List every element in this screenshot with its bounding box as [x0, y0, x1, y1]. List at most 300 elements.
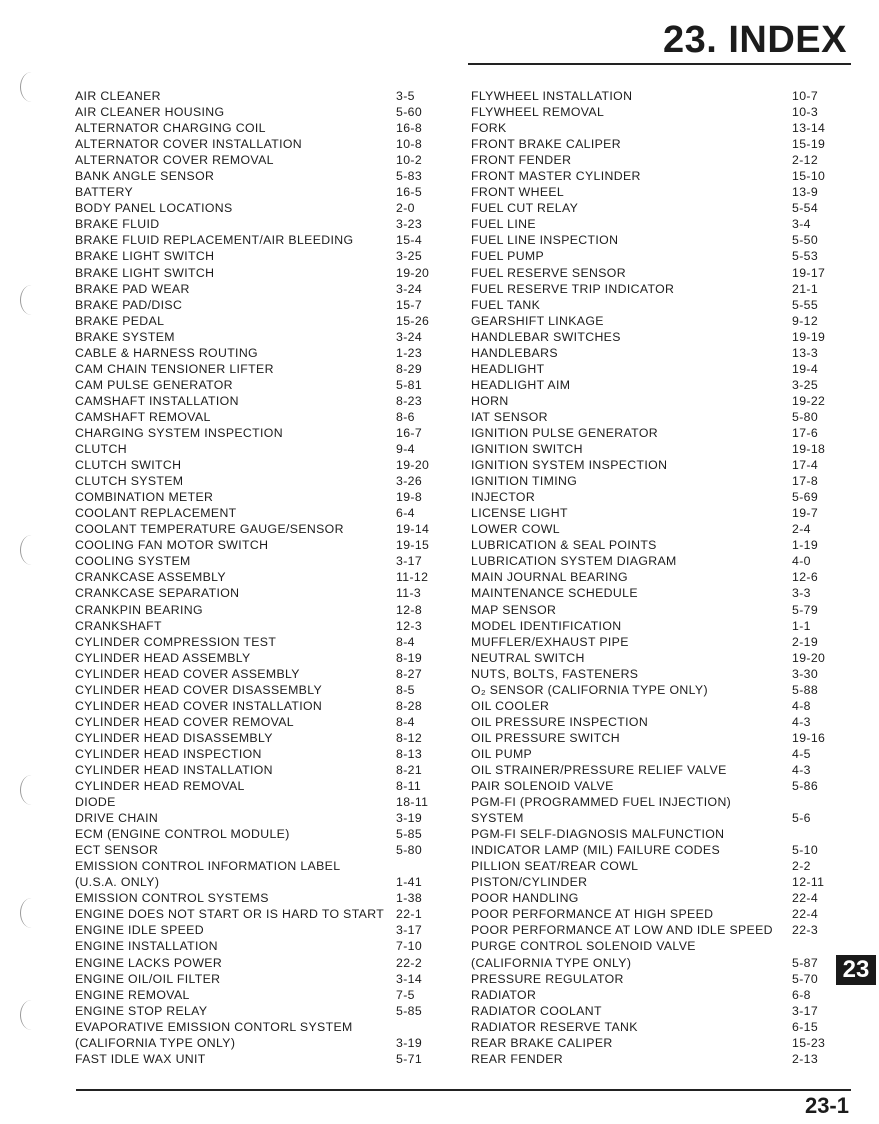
index-entry-label: MAINTENANCE SCHEDULE: [471, 586, 638, 601]
index-entry: [75, 345, 427, 361]
index-entry-page: 3-25: [792, 377, 819, 392]
index-entry-label: BRAKE FLUID REPLACEMENT/AIR BLEEDING: [75, 233, 354, 248]
index-entry: [471, 248, 819, 264]
index-entry-page: 3-19: [396, 1035, 423, 1050]
index-entry-label: INJECTOR: [471, 490, 536, 505]
index-entry-label: ENGINE REMOVAL: [75, 987, 190, 1002]
index-entry: [75, 537, 430, 553]
index-entry-page: 1-23: [396, 345, 423, 360]
index-entry-label: HANDLEBAR SWITCHES: [471, 329, 621, 344]
index-entry-label: BATTERY: [75, 185, 134, 200]
index-entry-label: ENGINE DOES NOT START OR IS HARD TO START: [75, 907, 385, 922]
index-entry: [471, 1051, 819, 1067]
index-entry: [471, 473, 819, 489]
index-entry: [75, 634, 427, 650]
index-entry-label: PAIR SOLENOID VALVE: [471, 779, 614, 794]
index-entry-page: 1-19: [792, 538, 819, 553]
page-number: 23-1: [804, 1093, 849, 1118]
index-entry-label: IGNITION PULSE GENERATOR: [471, 425, 658, 440]
index-entry-page: 19-15: [396, 538, 430, 553]
index-entry: [471, 120, 826, 136]
index-entry-label: DRIVE CHAIN: [75, 811, 159, 826]
section-tab-badge: 23: [836, 955, 876, 985]
index-entry: [75, 1003, 427, 1019]
index-entry-label: PRESSURE REGULATOR: [471, 971, 624, 986]
index-entry-page: 8-23: [396, 393, 423, 408]
index-entry-page: 22-2: [396, 955, 423, 970]
index-entry-label: CYLINDER HEAD COVER ASSEMBLY: [75, 666, 300, 681]
index-entry: [471, 88, 819, 104]
index-entry-label: RADIATOR COOLANT: [471, 1003, 602, 1018]
index-entry-label: PGM-FI SELF-DIAGNOSIS MALFUNCTION: [471, 827, 725, 842]
index-entry: [471, 778, 819, 794]
index-entry: [75, 714, 427, 730]
binder-hole-mark: [20, 1000, 43, 1030]
index-entry-page: 15-23: [792, 1035, 826, 1050]
index-entry-page: 12-3: [396, 618, 423, 633]
index-entry-page: 13-14: [792, 121, 826, 136]
index-entry: [471, 216, 811, 232]
index-entry: [471, 714, 811, 730]
index-entry: [75, 778, 427, 794]
index-entry: [75, 457, 430, 473]
index-entry-page: 3-26: [396, 474, 423, 489]
index-entry-page: 19-16: [792, 730, 826, 745]
index-entry: [75, 329, 427, 345]
index-entry: [75, 698, 427, 714]
index-entry-label: FLYWHEEL REMOVAL: [471, 105, 605, 120]
index-entry-label: CYLINDER HEAD REMOVAL: [75, 779, 245, 794]
index-entry-page: 1-41: [396, 875, 423, 890]
index-entry: [75, 200, 427, 216]
index-entry: [75, 746, 427, 762]
index-entry-label: IAT SENSOR: [471, 409, 548, 424]
index-entry-page: 12-11: [792, 875, 825, 890]
binder-hole-mark: [20, 72, 43, 102]
index-entry-page: 3-24: [396, 281, 423, 296]
index-entry-page: 8-4: [396, 714, 415, 729]
index-entry-page: 19-7: [792, 506, 819, 521]
index-entry: [471, 874, 825, 890]
index-entry-label: (CALIFORNIA TYPE ONLY): [75, 1035, 236, 1050]
index-entry: [471, 104, 819, 120]
index-entry: [75, 922, 427, 938]
footer-divider: [76, 1089, 851, 1091]
index-entry-label: BODY PANEL LOCATIONS: [75, 201, 233, 216]
index-entry: [471, 634, 819, 650]
index-entry-page: 19-20: [396, 265, 430, 280]
index-entry-label: IGNITION SYSTEM INSPECTION: [471, 458, 668, 473]
index-entry: [471, 297, 819, 313]
index-entry-label: MODEL IDENTIFICATION: [471, 618, 622, 633]
index-entry-page: 5-70: [792, 971, 819, 986]
index-entry: [75, 393, 427, 409]
index-entry-page: 7-10: [396, 939, 423, 954]
index-entry-page: 5-81: [396, 377, 423, 392]
index-entry: [471, 1019, 819, 1035]
index-entry-page: 10-3: [792, 105, 819, 120]
index-entry-label: FUEL LINE: [471, 217, 536, 232]
index-entry-page: 6-15: [792, 1019, 819, 1034]
index-entry-page: 3-19: [396, 811, 423, 826]
index-entry-page: 8-13: [396, 746, 423, 761]
index-entry-page: 8-21: [396, 762, 423, 777]
index-entry: [471, 762, 811, 778]
index-entry-label: FUEL PUMP: [471, 249, 545, 264]
index-entry-page: 17-6: [792, 425, 819, 440]
index-entry-page: 2-13: [792, 1051, 819, 1066]
index-entry-page: 2-4: [792, 522, 811, 537]
index-entry-page: 2-0: [396, 201, 415, 216]
index-entry-label: MAP SENSOR: [471, 602, 557, 617]
index-entry-page: 19-14: [396, 522, 430, 537]
index-entry-page: 1-1: [792, 618, 811, 633]
index-entry: [75, 136, 427, 152]
index-entry-label: LUBRICATION & SEAL POINTS: [471, 538, 657, 553]
index-entry-label: BRAKE PEDAL: [75, 313, 165, 328]
index-entry: [471, 345, 819, 361]
index-entry-page: 3-17: [396, 554, 423, 569]
index-entry-label: EMISSION CONTROL INFORMATION LABEL: [75, 859, 341, 874]
index-entry: [75, 216, 427, 232]
index-entry-label: PILLION SEAT/REAR COWL: [471, 859, 639, 874]
index-entry: [75, 602, 427, 618]
index-entry: [75, 906, 427, 922]
index-entry-page: 5-80: [396, 843, 423, 858]
index-entry: [75, 955, 427, 971]
index-entry-label: ENGINE STOP RELAY: [75, 1003, 208, 1018]
index-entry-label: CRANKPIN BEARING: [75, 602, 203, 617]
index-entry-page: 15-19: [792, 137, 826, 152]
index-entry-page: 19-17: [792, 265, 826, 280]
index-entry: [75, 971, 427, 987]
index-entry: [471, 232, 819, 248]
index-entry-label: PGM-FI (PROGRAMMED FUEL INJECTION): [471, 795, 732, 810]
index-entry-page: 5-10: [792, 843, 819, 858]
index-entry-label: INDICATOR LAMP (MIL) FAILURE CODES: [471, 843, 720, 858]
index-entry-page: 3-30: [792, 666, 819, 681]
index-entry-page: 15-7: [396, 297, 423, 312]
index-entry: [471, 569, 819, 585]
index-entry-page: 4-8: [792, 698, 811, 713]
index-entry-page: 5-54: [792, 201, 819, 216]
index-entry-page: 3-4: [792, 217, 811, 232]
index-entry: [75, 890, 427, 906]
index-entry: [471, 585, 811, 601]
index-entry: [471, 152, 819, 168]
index-entry-label: ENGINE IDLE SPEED: [75, 923, 204, 938]
index-entry-label: HEADLIGHT: [471, 361, 545, 376]
index-entry-page: 8-5: [396, 682, 415, 697]
index-entry: [471, 698, 811, 714]
index-entry-label: CAMSHAFT INSTALLATION: [75, 393, 239, 408]
index-entry-page: 8-28: [396, 698, 423, 713]
index-entry: [471, 842, 819, 858]
index-entry-page: 13-3: [792, 345, 819, 360]
index-entry-label: CYLINDER HEAD ASSEMBLY: [75, 650, 251, 665]
index-entry: [75, 281, 427, 297]
index-entry-label: OIL STRAINER/PRESSURE RELIEF VALVE: [471, 762, 727, 777]
index-entry: [75, 553, 427, 569]
index-entry-label: SYSTEM: [471, 811, 524, 826]
index-entry-page: 4-0: [792, 554, 811, 569]
index-entry-label: ENGINE LACKS POWER: [75, 955, 223, 970]
index-entry: [471, 890, 819, 906]
index-entry-label: CAMSHAFT REMOVAL: [75, 409, 211, 424]
index-entry-label: FAST IDLE WAX UNIT: [75, 1051, 206, 1066]
index-entry-page: 15-26: [396, 313, 430, 328]
index-entry: [75, 1051, 427, 1067]
index-entry: [471, 200, 819, 216]
index-entry: [471, 168, 826, 184]
index-entry-label: ALTERNATOR COVER INSTALLATION: [75, 137, 302, 152]
index-entry: [75, 762, 427, 778]
index-entry-page: 8-29: [396, 361, 423, 376]
index-entry: [471, 810, 811, 826]
index-entry-label: OIL PRESSURE INSPECTION: [471, 714, 649, 729]
index-entry-label: CLUTCH SYSTEM: [75, 474, 184, 489]
index-entry-label: NEUTRAL SWITCH: [471, 650, 585, 665]
index-column-right: [471, 88, 826, 1067]
index-entry: [75, 505, 427, 521]
index-entry-label: CABLE & HARNESS ROUTING: [75, 345, 258, 360]
binder-hole-mark: [20, 898, 43, 928]
index-entry: [75, 826, 427, 842]
index-entry-label: IGNITION SWITCH: [471, 442, 583, 457]
index-entry-label: COOLING FAN MOTOR SWITCH: [75, 538, 269, 553]
index-entry-page: 3-17: [396, 923, 423, 938]
index-entry-label: LOWER COWL: [471, 522, 560, 537]
index-entry-label: PISTON/CYLINDER: [471, 875, 588, 890]
index-entry-page: 3-3: [792, 586, 811, 601]
index-entry-page: 5-60: [396, 105, 423, 120]
index-entry: [75, 1019, 427, 1035]
index-entry: [75, 682, 427, 698]
index-entry-page: 5-88: [792, 682, 819, 697]
index-entry-page: 17-8: [792, 474, 819, 489]
index-entry-label: FRONT MASTER CYLINDER: [471, 169, 641, 184]
index-entry-label: MUFFLER/EXHAUST PIPE: [471, 634, 629, 649]
index-entry-page: 5-50: [792, 233, 819, 248]
index-entry-page: 16-8: [396, 121, 423, 136]
index-entry-label: CYLINDER COMPRESSION TEST: [75, 634, 277, 649]
index-entry-label: REAR FENDER: [471, 1051, 563, 1066]
index-entry-label: ENGINE OIL/OIL FILTER: [75, 971, 221, 986]
index-entry-label: COOLANT REPLACEMENT: [75, 506, 237, 521]
index-entry: [471, 136, 826, 152]
index-entry-label: POOR HANDLING: [471, 891, 579, 906]
index-entry: [471, 730, 826, 746]
index-entry-label: FUEL RESERVE TRIP INDICATOR: [471, 281, 675, 296]
index-entry: [471, 313, 819, 329]
index-entry-page: 4-3: [792, 714, 811, 729]
index-entry: [471, 746, 811, 762]
index-entry-page: 22-4: [792, 891, 819, 906]
index-entry-page: 5-85: [396, 827, 423, 842]
index-entry-label: REAR BRAKE CALIPER: [471, 1035, 613, 1050]
index-entry: [471, 650, 826, 666]
index-entry: [75, 489, 427, 505]
index-entry: [471, 826, 811, 842]
index-entry-page: 5-85: [396, 1003, 423, 1018]
index-entry: [75, 184, 427, 200]
index-entry-page: 2-2: [792, 859, 811, 874]
index-entry-page: 7-5: [396, 987, 415, 1002]
index-entry-label: RADIATOR RESERVE TANK: [471, 1019, 638, 1034]
index-entry: [471, 329, 826, 345]
index-entry-label: ECM (ENGINE CONTROL MODULE): [75, 827, 290, 842]
index-entry: [471, 938, 811, 954]
index-entry: [471, 377, 819, 393]
index-entry: [75, 618, 427, 634]
index-entry-label: BRAKE SYSTEM: [75, 329, 175, 344]
index-entry-page: 16-7: [396, 425, 423, 440]
index-entry: [471, 906, 819, 922]
index-entry-label: O₂ SENSOR (CALIFORNIA TYPE ONLY): [471, 682, 708, 697]
index-entry-label: ALTERNATOR CHARGING COIL: [75, 121, 266, 136]
index-entry-label: CLUTCH: [75, 442, 127, 457]
index-entry: [75, 730, 427, 746]
index-entry-label: CRANKCASE SEPARATION: [75, 586, 240, 601]
index-entry-label: CYLINDER HEAD INSTALLATION: [75, 762, 273, 777]
index-entry-page: 15-10: [792, 169, 826, 184]
index-entry-page: 5-87: [792, 955, 819, 970]
index-entry: [75, 441, 427, 457]
index-entry-page: 9-4: [396, 442, 415, 457]
index-entry-label: NUTS, BOLTS, FASTENERS: [471, 666, 639, 681]
index-entry: [75, 168, 427, 184]
index-entry-page: 18-11: [396, 795, 429, 810]
index-entry: [75, 794, 427, 810]
index-entry-page: 19-8: [396, 490, 423, 505]
index-entry-page: 5-69: [792, 490, 819, 505]
index-entry-page: 8-11: [396, 779, 422, 794]
index-entry: [75, 1035, 427, 1051]
index-entry-label: CHARGING SYSTEM INSPECTION: [75, 425, 283, 440]
index-entry: [75, 650, 427, 666]
index-entry: [471, 971, 819, 987]
index-entry: [75, 810, 427, 826]
index-entry-page: 19-4: [792, 361, 819, 376]
index-entry-label: HORN: [471, 393, 509, 408]
index-entry-label: LICENSE LIGHT: [471, 506, 568, 521]
index-entry-label: ALTERNATOR COVER REMOVAL: [75, 153, 274, 168]
index-entry-page: 19-19: [792, 329, 826, 344]
index-entry-page: 10-2: [396, 153, 423, 168]
index-entry-label: CAM CHAIN TENSIONER LIFTER: [75, 361, 274, 376]
index-entry: [471, 955, 819, 971]
index-entry-page: 2-19: [792, 634, 819, 649]
index-entry: [75, 248, 427, 264]
index-entry-page: 5-71: [396, 1051, 423, 1066]
index-entry-page: 3-17: [792, 1003, 819, 1018]
index-entry-label: FRONT BRAKE CALIPER: [471, 137, 621, 152]
index-entry: [75, 842, 427, 858]
index-entry-label: POOR PERFORMANCE AT HIGH SPEED: [471, 907, 714, 922]
index-entry-page: 5-83: [396, 169, 423, 184]
index-entry: [471, 553, 811, 569]
binder-hole-mark: [20, 775, 43, 805]
index-entry: [75, 232, 427, 248]
index-entry-page: 19-20: [792, 650, 826, 665]
index-entry-label: BRAKE PAD WEAR: [75, 281, 190, 296]
index-entry: [471, 1003, 819, 1019]
index-entry-label: AIR CLEANER HOUSING: [75, 105, 225, 120]
index-entry: [471, 409, 819, 425]
index-entry-label: MAIN JOURNAL BEARING: [471, 570, 628, 585]
index-entry-label: RADIATOR: [471, 987, 537, 1002]
index-entry-page: 12-8: [396, 602, 423, 617]
index-entry-page: 13-9: [792, 185, 819, 200]
index-entry-label: CAM PULSE GENERATOR: [75, 377, 233, 392]
index-entry-page: 9-12: [792, 313, 819, 328]
index-entry-label: FUEL RESERVE SENSOR: [471, 265, 626, 280]
index-entry: [471, 281, 819, 297]
index-entry-label: BRAKE PAD/DISC: [75, 297, 183, 312]
binder-hole-mark: [20, 285, 43, 315]
index-entry: [75, 313, 430, 329]
index-entry: [471, 505, 819, 521]
index-entry-label: BRAKE LIGHT SWITCH: [75, 249, 215, 264]
index-entry-label: CYLINDER HEAD COVER INSTALLATION: [75, 698, 323, 713]
index-entry-page: 19-20: [396, 458, 430, 473]
index-entry-page: 22-4: [792, 907, 819, 922]
index-entry: [471, 794, 811, 810]
index-entry-label: AIR CLEANER: [75, 89, 161, 103]
index-entry-label: OIL PUMP: [471, 746, 533, 761]
index-entry: [75, 938, 427, 954]
page-title: 23. INDEX: [662, 19, 847, 61]
index-entry-page: 3-5: [396, 89, 415, 103]
index-entry-label: EVAPORATIVE EMISSION CONTORL SYSTEM: [75, 1019, 353, 1034]
index-entry: [75, 569, 427, 585]
index-entry-page: 6-8: [792, 987, 811, 1002]
index-entry-label: ECT SENSOR: [75, 843, 159, 858]
index-entry-label: CYLINDER HEAD COVER DISASSEMBLY: [75, 682, 323, 697]
index-entry-label: BRAKE LIGHT SWITCH: [75, 265, 215, 280]
index-entry-label: FUEL LINE INSPECTION: [471, 233, 619, 248]
index-entry: [471, 666, 819, 682]
index-entry: [75, 265, 430, 281]
index-entry-label: COOLANT TEMPERATURE GAUGE/SENSOR: [75, 522, 344, 537]
index-entry-label: CYLINDER HEAD COVER REMOVAL: [75, 714, 294, 729]
index-entry-page: 8-12: [396, 730, 423, 745]
index-entry-label: COOLING SYSTEM: [75, 554, 191, 569]
index-entry: [471, 682, 819, 698]
index-entry-label: POOR PERFORMANCE AT LOW AND IDLE SPEED: [471, 923, 773, 938]
index-entry-label: LUBRICATION SYSTEM DIAGRAM: [471, 554, 677, 569]
index-entry-label: ENGINE INSTALLATION: [75, 939, 218, 954]
title-divider: [468, 63, 851, 65]
index-entry-label: FRONT FENDER: [471, 153, 572, 168]
index-entry-page: 19-18: [792, 442, 826, 457]
index-entry-page: 3-25: [396, 249, 423, 264]
index-entry-page: 3-14: [396, 971, 423, 986]
index-entry: [471, 922, 819, 938]
index-entry-page: 21-1: [792, 281, 819, 296]
index-entry: [75, 521, 430, 537]
index-entry-page: 1-38: [396, 891, 423, 906]
index-entry-page: 2-12: [792, 153, 819, 168]
index-entry-page: 15-4: [396, 233, 423, 248]
index-entry: [471, 361, 819, 377]
index-entry: [471, 602, 819, 618]
index-entry: [471, 537, 819, 553]
index-entry: [75, 361, 427, 377]
index-entry: [75, 858, 427, 874]
index-entry-page: 8-19: [396, 650, 423, 665]
index-entry-page: 11-3: [396, 586, 422, 601]
